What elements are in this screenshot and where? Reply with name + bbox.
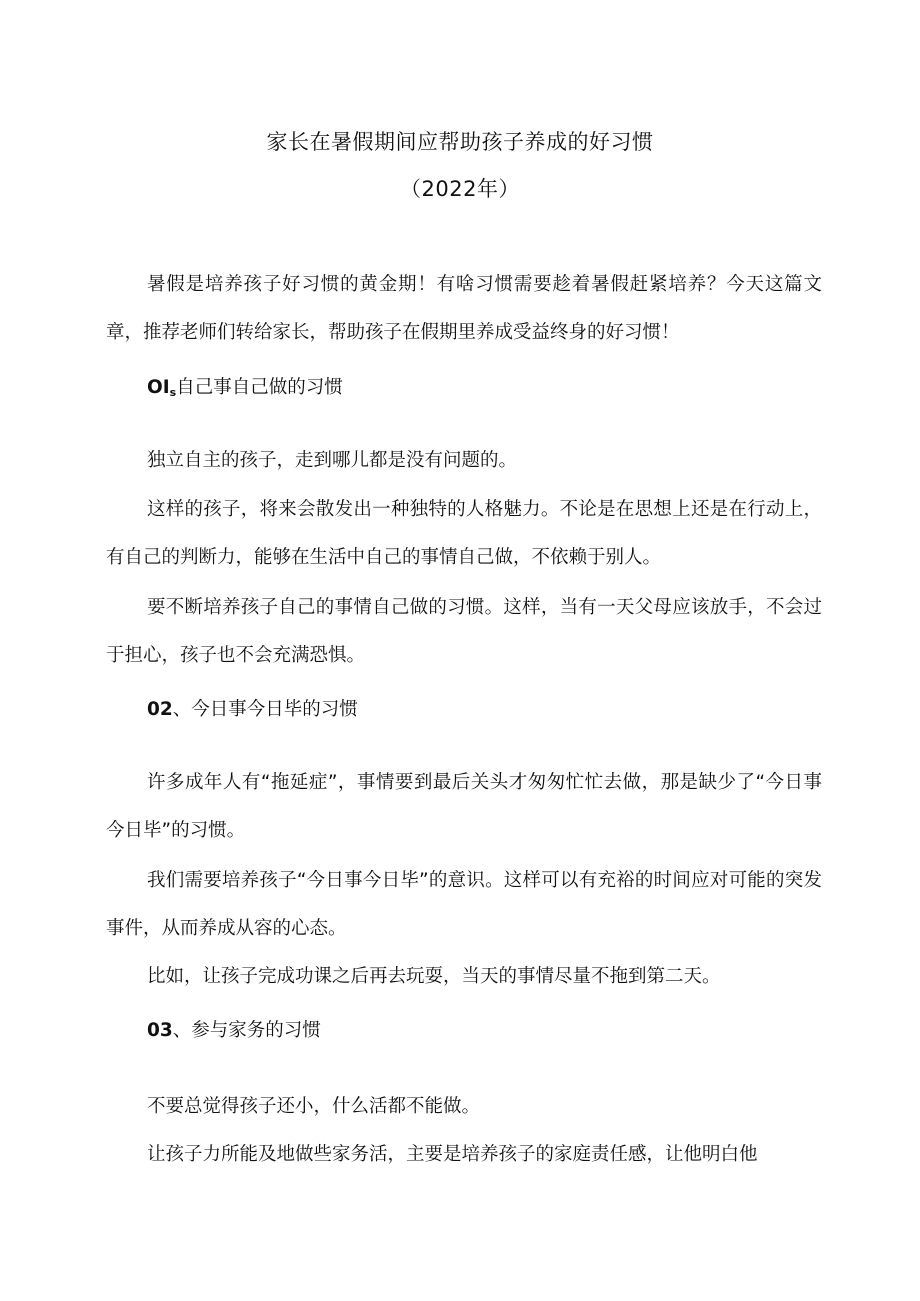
section-heading-2-text: 、今日事今日毕的习惯: [172, 699, 358, 720]
document-title: 家长在暑假期间应帮助孩子养成的好习惯: [266, 130, 654, 154]
section-heading-2: [147, 695, 358, 725]
section-heading-3: [147, 1016, 321, 1046]
section-heading-3-text: 、参与家务的习惯: [172, 1020, 321, 1041]
section-3-paragraph-1: 不要总觉得孩子还小，什么活都不能做。: [147, 1096, 481, 1117]
section-heading-1-text: 自己事自己做的习惯: [176, 377, 343, 398]
section-1-paragraph-1: 独立自主的孩子，走到哪儿都是没有问题的。: [147, 450, 518, 471]
section-number-2: 02: [147, 699, 173, 720]
section-1-paragraph-3: 要不断培养孩子自己的事情自己做的习惯。这样，当有一天父母应该放手，不会过于担心，孩子也不会充满恐惧。: [106, 597, 822, 666]
section-2-paragraph-2: 我们需要培养孩子“今日事今日毕”的意识。这样可以有充裕的时间应对可能的突发事件，从而养成从容的心态。: [106, 870, 822, 939]
section-2-paragraph-1: 许多成年人有“拖延症”，事情要到最后关头才匆匆忙忙去做，那是缺少了“今日事今日毕”的习惯。: [106, 772, 822, 841]
section-2-paragraph-3: 比如，让孩子完成功课之后再去玩耍，当天的事情尽量不拖到第二天。: [147, 966, 721, 987]
section-3-paragraph-2: 让孩子力所能及地做些家务活，主要是培养孩子的家庭责任感，让他明白他: [147, 1144, 758, 1165]
section-number-1: OI: [147, 377, 170, 398]
intro-paragraph: 暑假是培养孩子好习惯的黄金期！有啥习惯需要趁着暑假赶紧培养？今天这篇文章，推荐老师们转给家长，帮助孩子在假期里养成受益终身的好习惯！: [106, 274, 822, 343]
section-number-3: 03: [147, 1020, 173, 1041]
document-subtitle: （2022年）: [400, 177, 520, 201]
section-number-1-subscript: s: [169, 386, 177, 399]
section-heading-1: [147, 373, 343, 408]
section-1-paragraph-2: 这样的孩子，将来会散发出一种独特的人格魅力。不论是在思想上还是在行动上，有自己的判断力，能够在生活中自己的事情自己做，不依赖于别人。: [106, 499, 822, 568]
